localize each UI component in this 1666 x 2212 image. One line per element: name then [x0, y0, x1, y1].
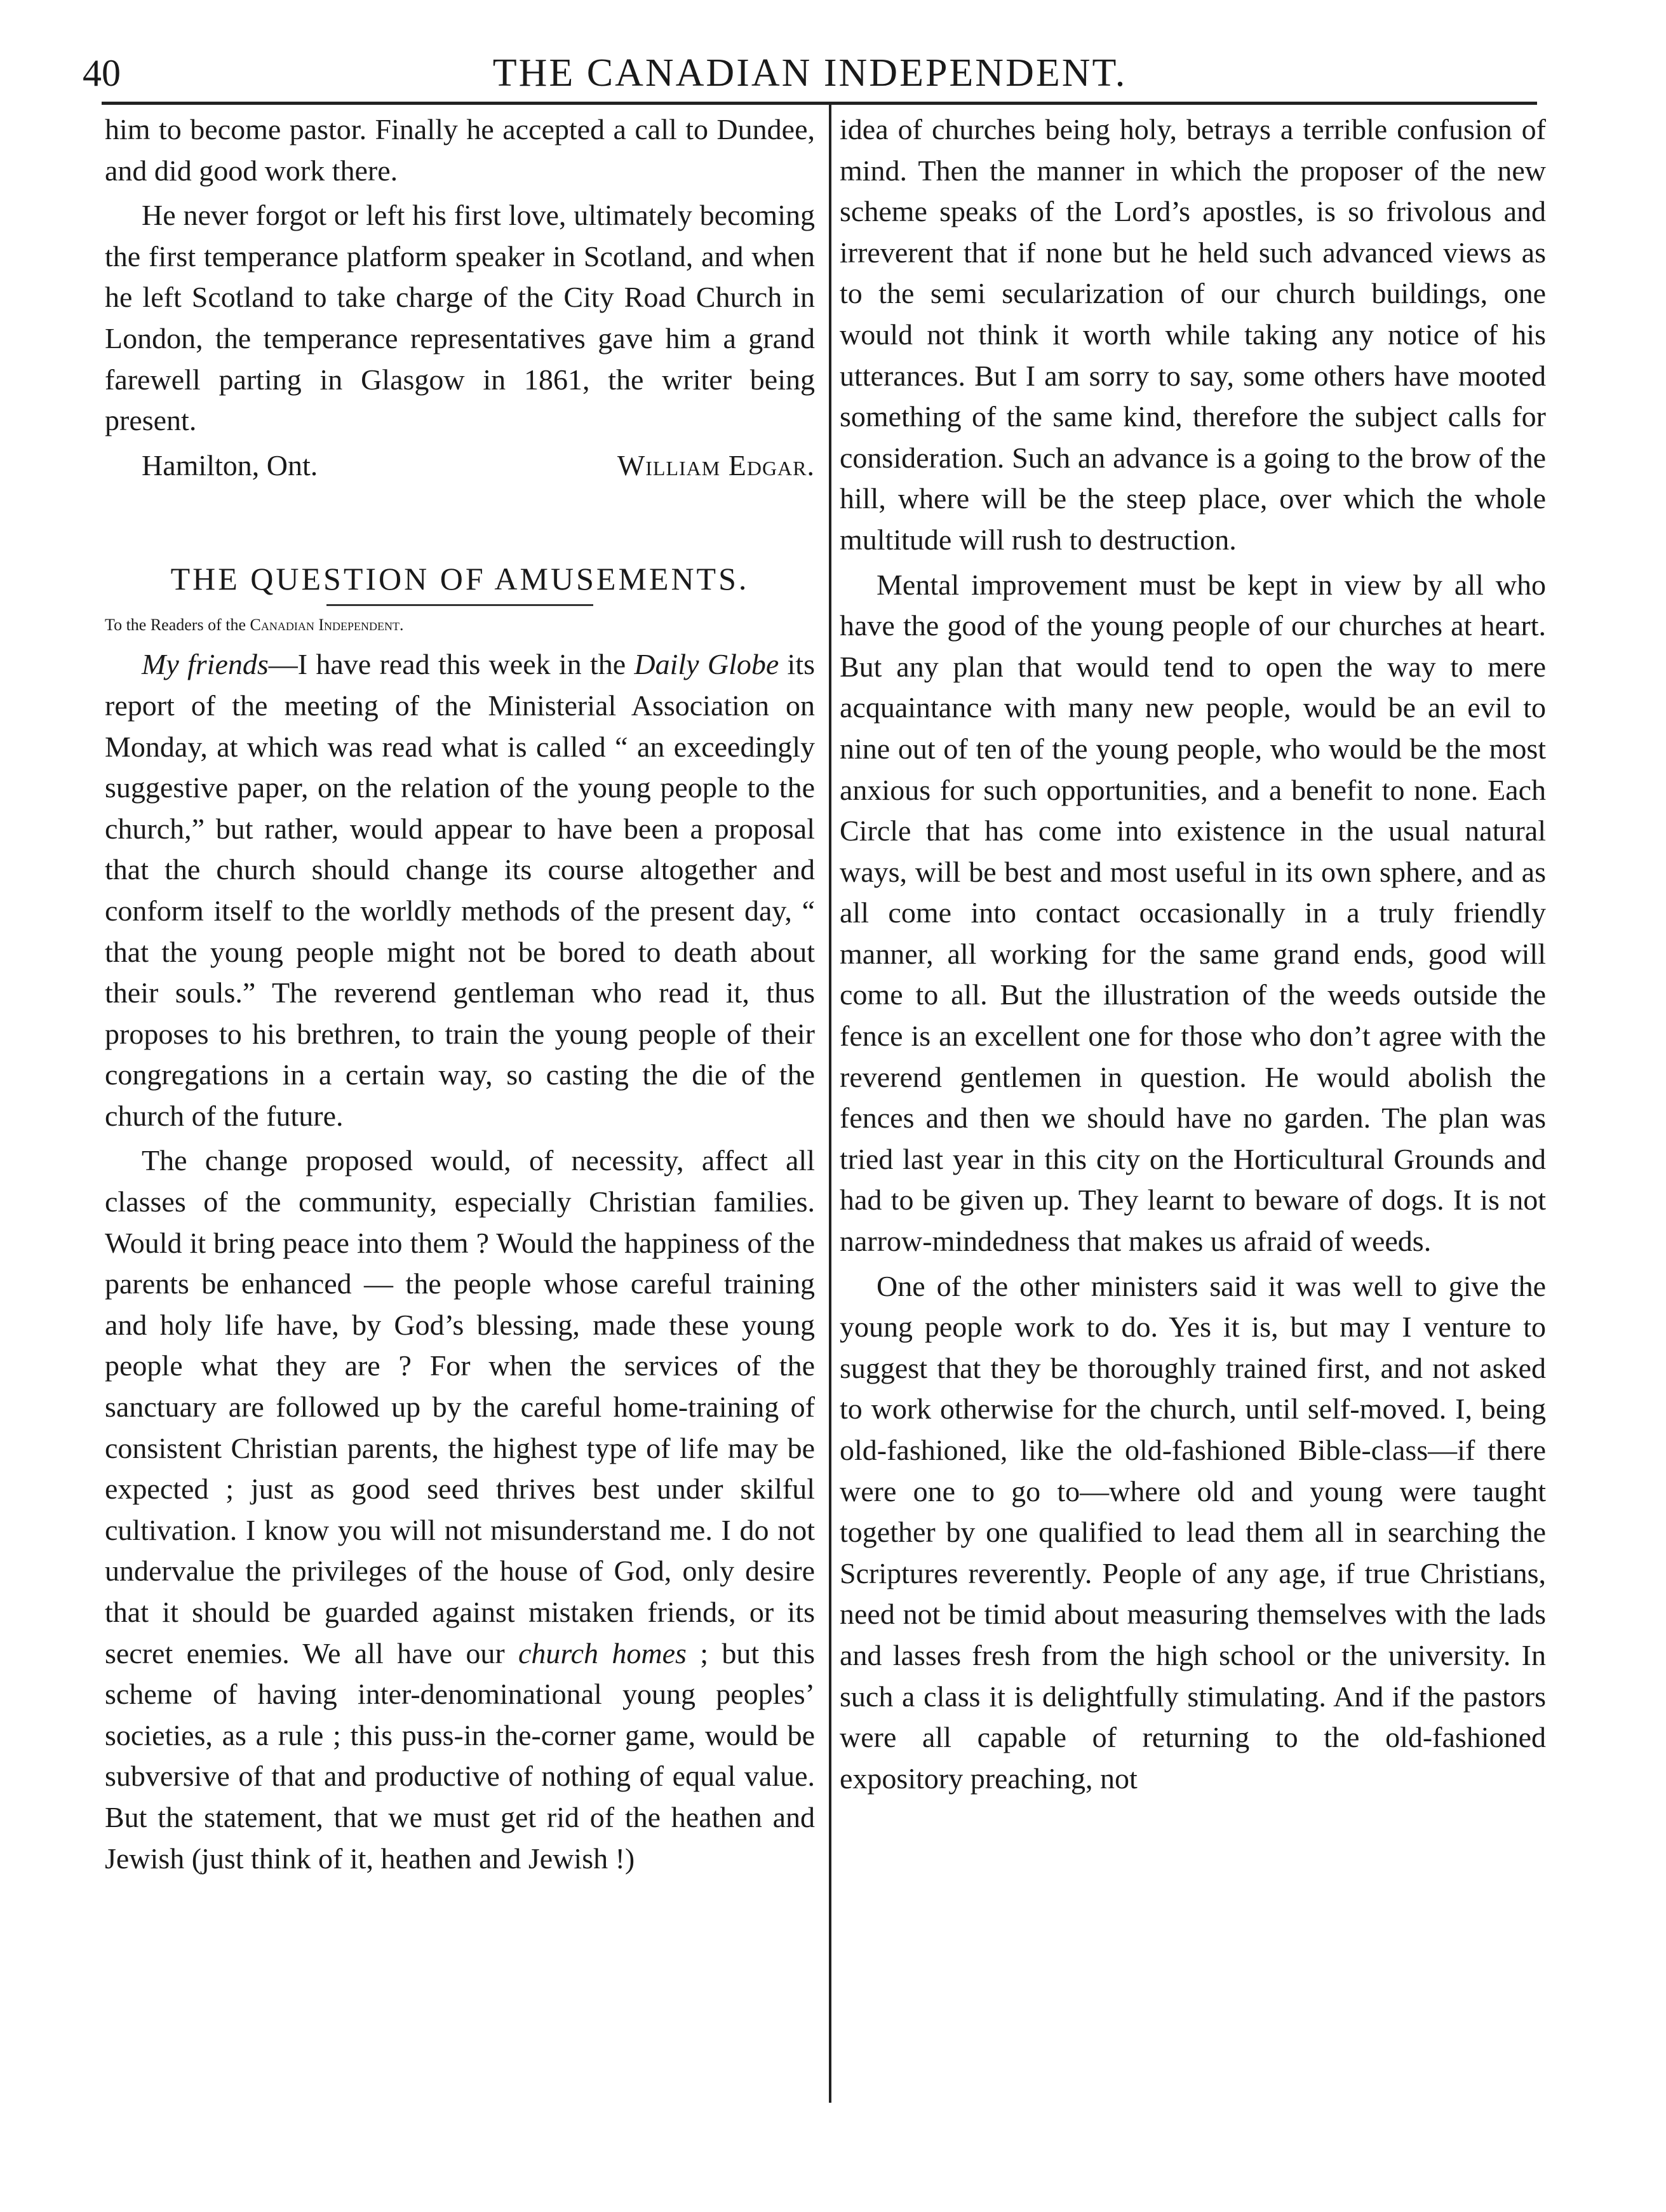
right-column: [840, 109, 1546, 1799]
salutation-prefix: To the Readers of the: [105, 616, 250, 635]
left-column: [105, 109, 815, 1879]
paragraph: [105, 644, 815, 1136]
article-title: THE QUESTION OF AMUSEMENTS.: [170, 561, 749, 597]
paragraph: idea of churches being holy, betrays a terrible confusion of mind. Then the manner in which the proposer of the new scheme speaks of the Lord’s apostles, is so frivolous and irreverent that if none but he held such advanced views as to the semi secularization of our church buildings, one would not think it worth while taking any notice of his utterances. But I am sorry to say, some others have mooted something of the same kind, therefore the subject calls for consideration. Such an advance is a going to the brow of the hill, where will be the steep place, over which the whole multitude will rush to destruction.: [840, 113, 1546, 556]
letter-opening: My friends: [142, 648, 269, 681]
signoff: [105, 445, 815, 487]
paragraph-text: The change proposed would, of necessity, affect all classes of the community, especially Christian families. Would it bring peace into them ? Would the happiness of the parents be enhanced — the people whose careful training and holy life have, by God’s blessing, made these young people what they are ? For when the services of the sanctuary are followed up by the careful home-training of consistent Christian parents, the highest type of life may be expected ; just as good seed thrives best under skilful cultivation. I know you will not misunderstand me. I do not undervalue the privileges of the house of God, only desire that it should be guarded against mistaken friends, or its secret enemies. We all have our: [105, 1144, 815, 1669]
salutation: [105, 612, 815, 638]
column-divider: [829, 105, 831, 2103]
signoff-author: William Edgar.: [617, 448, 815, 482]
paragraph: He never forgot or left his first love, ultimately becoming the first temperance platform speaker in Scotland, and when he left Scotland to take charge of the City Road Church in London, the temperance representatives gave him a grand farewell parting in Glasgow in 1861, the writer being present.: [105, 199, 815, 437]
salutation-paper: Canadian Independent.: [250, 616, 404, 635]
paragraph: him to become pastor. Finally he accepted a call to Dundee, and did good work there.: [105, 113, 815, 187]
paragraph-text: —I have read this week in the: [268, 648, 635, 681]
paragraph-text: its report of the meeting of the Ministerial Association on Monday, at which was read what is called “ an exceedingly suggestive paper, on the relation of the young people to the church,” but rather, would appear to have been a proposal that the church should change its course altogether and conform itself to the worldly methods of the present day, “ that the young people might not be bored to death about their souls.” The reverend gentleman who read it, thus proposes to his brethren, to train the young people of their congregations in a certain way, so casting the die of the church of the future.: [105, 648, 815, 1132]
page-header: [83, 46, 1537, 103]
paragraph-text: ; but this scheme of having inter-denominational young peoples’ societies, as a rule ; this puss-in the-corner game, would be subversive of that and productive of nothing of equal value. But the statement, that we must get rid of the heathen and Jewish (just think of it, heathen and Jewish !): [105, 1636, 815, 1875]
signoff-place: Hamilton, Ont.: [142, 448, 318, 482]
newspaper-name: Daily Globe: [634, 648, 779, 681]
paragraph: Mental improvement must be kept in view by all who have the good of the young people of our churches at heart. But any plan that would tend to open the way to mere acquaintance with many new people, would be an evil to nine out of ten of the young people, who would be the most anxious for such opportunities, and a benefit to none. Each Circle that has come into existence in the usual natural ways, will be best and most useful in its own sphere, and as all come into contact occasionally in a truly friendly manner, all working for the same grand ends, good will come to all. But the illustration of the weeds outside the fence is an excellent one for those who don’t agree with the reverend gentlemen in question. He would abolish the fences and then we should have no garden. The plan was tried last year in this city on the Horticultural Grounds and had to be given up. They learnt to beware of dogs. It is not narrow-mindedness that makes us afraid of weeds.: [840, 568, 1546, 1258]
title-rule: [326, 604, 593, 606]
paragraph: One of the other ministers said it was well to give the young people work to do. Yes it is, but may I venture to suggest that they be thoroughly trained first, and not asked to work otherwise for the church, until self-moved. I, being old-fashioned, like the old-fashioned Bible-class—if there were one to go to—where old and young were taught together by one qualified to lead them all in searching the Scriptures reverently. People of any age, if true Christians, need not be timid about measuring themselves with the lads and lasses fresh from the high school or the university. In such a class it is delightfully stimulating. And if the pastors were all capable of returning to the old-fashioned expository preaching, not: [840, 1269, 1546, 1795]
page-number: 40: [83, 52, 121, 94]
header-rule: [102, 102, 1537, 105]
emphasis: church homes: [518, 1636, 687, 1669]
journal-title: THE CANADIAN INDEPENDENT.: [492, 51, 1127, 95]
paragraph: [105, 1140, 815, 1879]
